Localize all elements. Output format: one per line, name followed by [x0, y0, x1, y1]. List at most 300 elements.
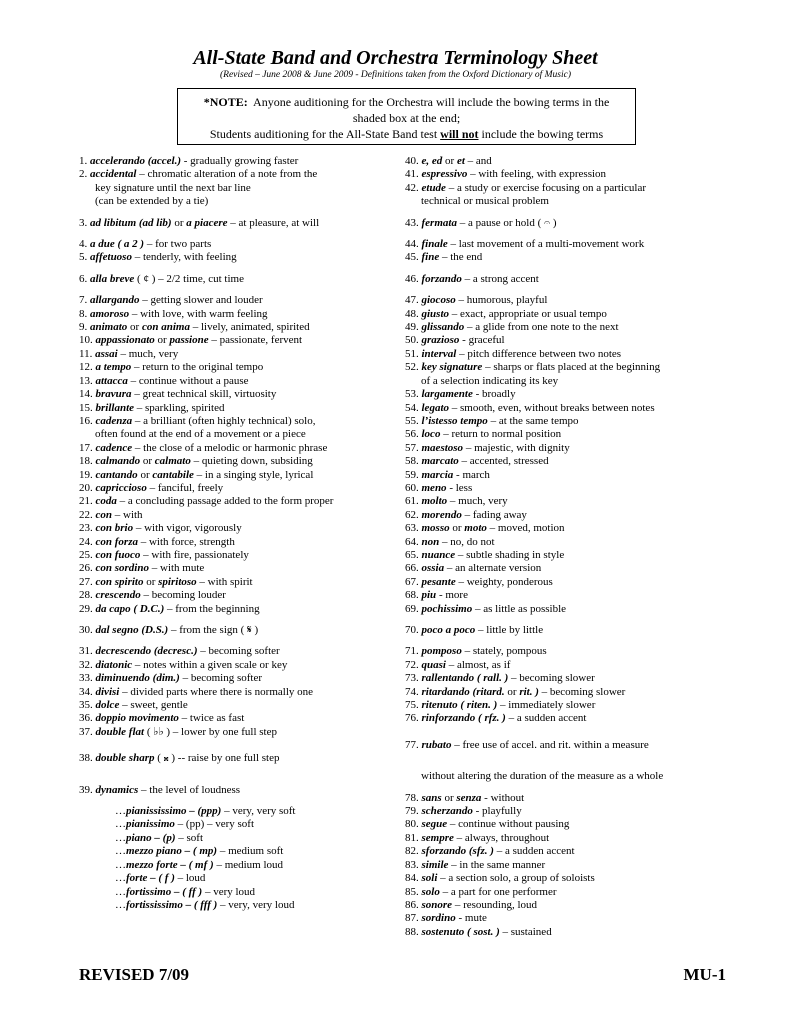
term-definition: – from the sign ( 𝄋 )	[168, 624, 259, 636]
ellipsis: …	[115, 872, 126, 885]
term-definition: – exact, appropriate or usual tempo	[449, 307, 607, 320]
term-definition: – a pause or hold ( 𝄐 )	[456, 216, 557, 229]
term-definition: – much, very	[447, 495, 508, 508]
term-number: 69.	[405, 602, 419, 615]
spacer	[405, 616, 705, 624]
term-entry	[79, 624, 384, 637]
term-definition: – always, throughout	[453, 831, 550, 844]
term-name: animato	[90, 321, 128, 334]
term-name: soli	[421, 872, 438, 885]
term-number: 30.	[79, 624, 93, 636]
term-definition: ( 𝄪 ) -- raise by one full step	[154, 752, 280, 765]
term-entry	[79, 522, 384, 535]
term-entry	[79, 361, 384, 374]
term-entry	[79, 712, 384, 725]
term-name-alt: moto	[464, 522, 487, 535]
term-number: 28.	[79, 589, 93, 602]
term-name: maestoso	[421, 441, 464, 454]
term-number: 49.	[405, 321, 419, 334]
term-number: 17.	[79, 441, 93, 454]
term-definition: – becoming softer	[179, 672, 263, 685]
term-definition: – in the same manner	[448, 858, 546, 871]
term-definition: – (pp) – very soft	[174, 818, 255, 831]
note-label: *NOTE:	[203, 95, 248, 109]
term-name: fermata	[421, 216, 457, 229]
term-name: divisi	[95, 685, 120, 698]
term-number: 80.	[405, 818, 419, 831]
term-entry	[405, 792, 705, 805]
term-number: 37.	[79, 725, 93, 738]
term-entry	[79, 482, 384, 495]
term-entry	[405, 348, 705, 361]
term-definition: – no, do not	[439, 535, 495, 548]
term-number: 56.	[405, 428, 419, 441]
term-definition: – resounding, loud	[452, 898, 538, 911]
term-name: alla breve	[90, 272, 135, 285]
term-entry	[79, 832, 384, 845]
term-entry	[79, 469, 384, 482]
term-entry	[405, 645, 705, 658]
term-name: forte – ( f )	[126, 872, 175, 885]
spacer	[79, 265, 384, 273]
term-number: 4.	[79, 238, 88, 251]
term-number: 45.	[405, 251, 419, 264]
term-definition: – sweet, gentle	[119, 699, 188, 712]
term-entry	[79, 576, 384, 589]
spacer	[79, 766, 384, 784]
term-definition: – continue without a pause	[127, 374, 249, 387]
term-entry	[405, 469, 705, 482]
term-name: con brio	[95, 522, 134, 535]
term-continuation	[405, 770, 705, 783]
term-name: a due ( a 2 )	[90, 238, 145, 251]
term-definition: – sparkling, spirited	[134, 401, 225, 414]
terms-column-left	[79, 155, 384, 912]
term-name: legato	[421, 401, 449, 414]
term-entry	[405, 182, 705, 195]
term-number: 14.	[79, 388, 93, 401]
indent	[79, 805, 115, 817]
term-definition: - mute	[455, 912, 487, 925]
spacer	[79, 209, 384, 217]
term-entry	[405, 886, 705, 899]
term-definition: – great technical skill, virtuosity	[131, 388, 277, 401]
term-name-alt: calmato	[154, 455, 191, 468]
term-number: 24.	[79, 535, 93, 548]
term-entry	[405, 522, 705, 535]
term-definition: - less	[446, 481, 473, 494]
term-entry	[405, 549, 705, 562]
term-name: non	[421, 535, 440, 548]
term-definition: – free use of accel. and rit. within a measure	[451, 738, 649, 751]
term-name: amoroso	[90, 307, 130, 320]
term-entry	[405, 495, 705, 508]
term-definition: – return to normal position	[440, 428, 562, 441]
term-continuation	[79, 182, 384, 195]
term-entry	[405, 536, 705, 549]
term-number: 65.	[405, 548, 419, 561]
term-number: 22.	[79, 508, 93, 521]
term-entry	[405, 899, 705, 912]
term-name: appassionato	[95, 334, 155, 347]
term-definition-cont: key signature until the next bar line	[95, 181, 251, 194]
term-definition: – weighty, ponderous	[455, 575, 553, 588]
term-entry	[79, 752, 384, 765]
term-definition: – return to the original tempo	[131, 361, 264, 374]
term-or: or	[449, 522, 465, 535]
term-name-alt: a piacere	[186, 216, 228, 229]
term-entry	[405, 509, 705, 522]
term-number: 34.	[79, 685, 93, 698]
term-or: or	[143, 575, 159, 588]
term-definition: – sustained	[499, 925, 552, 938]
term-definition: – pitch difference between two notes	[456, 347, 622, 360]
term-number: 19.	[79, 468, 93, 481]
term-number: 35.	[79, 699, 93, 712]
term-definition: – fading away	[461, 508, 527, 521]
term-number: 67.	[405, 575, 419, 588]
term-definition: – medium soft	[217, 845, 284, 858]
term-name: espressivo	[421, 168, 468, 181]
term-entry	[79, 294, 384, 307]
term-definition-cont: (can be extended by a tie)	[95, 195, 209, 208]
spacer	[79, 797, 384, 805]
term-entry	[79, 859, 384, 872]
term-definition: – stately, pompous	[461, 645, 547, 658]
term-name: largamente	[421, 388, 473, 401]
term-entry	[79, 645, 384, 658]
term-definition: – a glide from one note to the next	[464, 321, 619, 334]
spacer	[405, 286, 705, 294]
footer-page-code: MU-1	[683, 965, 726, 984]
term-number: 58.	[405, 455, 419, 468]
term-number: 66.	[405, 562, 419, 575]
term-number: 79.	[405, 805, 419, 818]
term-definition: – with feeling, with expression	[467, 168, 607, 181]
term-definition: – at the same tempo	[487, 414, 579, 427]
term-definition: – moved, motion	[486, 522, 565, 535]
term-name: e, ed	[421, 155, 443, 167]
spacer	[405, 230, 705, 238]
term-or: or	[140, 455, 155, 468]
term-number: 26.	[79, 562, 93, 575]
spacer	[79, 286, 384, 294]
term-name: marcia	[421, 468, 454, 481]
ellipsis: …	[115, 845, 126, 858]
page-subtitle: (Revised – June 2008 & June 2009 - Definitions taken from the Oxford Dictionary of Music)	[220, 70, 571, 80]
term-name: key signature	[421, 361, 483, 374]
term-entry	[405, 672, 705, 685]
term-definition: ( ¢ ) – 2/2 time, cut time	[134, 272, 244, 285]
term-definition: – quieting down, subsiding	[190, 455, 313, 468]
term-number: 68.	[405, 589, 419, 602]
term-number: 73.	[405, 672, 419, 685]
term-name: mezzo forte – ( mf )	[126, 858, 214, 871]
term-entry	[79, 562, 384, 575]
term-number: 1.	[79, 155, 88, 167]
term-name: piano – (p)	[126, 831, 176, 844]
term-name: pianissimo	[126, 818, 175, 831]
term-name: con spirito	[95, 575, 144, 588]
term-number: 43.	[405, 216, 419, 229]
term-name: diatonic	[95, 658, 133, 671]
term-number: 48.	[405, 307, 419, 320]
term-definition: – the end	[439, 251, 483, 264]
term-name: sordino	[421, 912, 456, 925]
term-number: 64.	[405, 535, 419, 548]
spacer	[405, 784, 705, 792]
term-or: or	[171, 216, 187, 229]
term-number: 7.	[79, 294, 88, 307]
indent	[79, 899, 115, 911]
indent	[79, 832, 115, 844]
term-entry	[405, 699, 705, 712]
term-definition: – a sudden accent	[505, 712, 587, 725]
term-definition: – twice as fast	[178, 712, 245, 725]
term-name-alt: passione	[169, 334, 209, 347]
term-number: 51.	[405, 347, 419, 360]
spacer	[79, 230, 384, 238]
term-number: 8.	[79, 307, 88, 320]
indent	[79, 845, 115, 857]
term-definition-cont: often found at the end of a movement or a piece	[95, 428, 306, 441]
page-title: All-State Band and Orchestra Terminology Sheet	[193, 47, 598, 69]
term-entry	[79, 155, 384, 168]
indent	[79, 859, 115, 871]
term-number: 16.	[79, 414, 93, 427]
term-name: pesante	[421, 575, 456, 588]
term-name-alt: et	[456, 155, 465, 167]
term-entry	[79, 273, 384, 286]
term-entry	[79, 495, 384, 508]
ellipsis: …	[115, 805, 126, 818]
term-name: scherzando	[421, 805, 473, 818]
term-name: assai	[95, 347, 118, 360]
term-name: sempre	[421, 831, 454, 844]
term-entry	[405, 251, 705, 264]
term-entry	[405, 659, 705, 672]
term-definition-cont: without altering the duration of the measure as a whole	[421, 770, 664, 783]
term-number: 57.	[405, 441, 419, 454]
term-definition: – very, very loud	[217, 898, 295, 911]
term-name: mezzo piano – ( mp)	[126, 845, 218, 858]
term-continuation	[405, 195, 705, 208]
term-definition: – divided parts where there is normally one	[119, 685, 314, 698]
term-number: 84.	[405, 872, 419, 885]
term-entry	[79, 818, 384, 831]
term-name: pochissimo	[421, 602, 473, 615]
term-number: 70.	[405, 624, 419, 636]
term-entry	[79, 886, 384, 899]
term-definition: – loud	[174, 872, 206, 885]
term-entry	[79, 442, 384, 455]
term-definition: - broadly	[472, 388, 516, 401]
term-definition: – becoming slower	[538, 685, 626, 698]
term-name: loco	[421, 428, 441, 441]
term-name: ossia	[421, 562, 445, 575]
term-definition: – little by little	[475, 624, 544, 636]
term-number: 50.	[405, 334, 419, 347]
term-name: cadenza	[95, 414, 133, 427]
term-definition: – from the beginning	[164, 602, 260, 615]
term-name: solo	[421, 885, 440, 898]
term-number: 54.	[405, 401, 419, 414]
term-name: grazioso	[421, 334, 460, 347]
term-definition: – getting slower and louder	[139, 294, 263, 307]
term-definition: – an alternate version	[444, 562, 542, 575]
term-definition: – humorous, playful	[455, 294, 548, 307]
term-name-alt: rit. )	[519, 685, 539, 698]
term-entry	[405, 321, 705, 334]
term-entry	[79, 509, 384, 522]
term-number: 29.	[79, 602, 93, 615]
term-definition: - more	[436, 589, 468, 602]
term-name: bravura	[95, 388, 132, 401]
term-definition: – very, very soft	[221, 805, 296, 818]
term-name: crescendo	[95, 589, 141, 602]
term-name: giocoso	[421, 294, 456, 307]
term-definition: – smooth, even, without breaks between notes	[449, 401, 655, 414]
term-or: or	[441, 791, 457, 804]
term-entry	[405, 168, 705, 181]
term-entry	[79, 455, 384, 468]
term-definition: – becoming softer	[197, 645, 280, 658]
term-name: da capo ( D.C.)	[95, 602, 165, 615]
term-entry	[79, 415, 384, 428]
term-entry	[79, 348, 384, 361]
term-name-alt: spiritoso	[158, 575, 197, 588]
ellipsis: …	[115, 885, 126, 898]
term-definition: – the level of loudness	[138, 783, 241, 796]
term-definition: – subtle shading in style	[455, 548, 565, 561]
term-definition: – a brilliant (often highly technical) solo,	[132, 414, 316, 427]
term-entry	[79, 388, 384, 401]
term-name: quasi	[421, 658, 446, 671]
term-name: etude	[421, 181, 446, 194]
term-or: or	[154, 334, 170, 347]
term-entry	[79, 872, 384, 885]
term-number: 33.	[79, 672, 93, 685]
term-number: 21.	[79, 495, 93, 508]
term-entry	[405, 832, 705, 845]
term-entry	[405, 402, 705, 415]
term-name: dal segno (D.S.)	[95, 624, 169, 636]
term-entry	[79, 549, 384, 562]
term-entry	[405, 455, 705, 468]
term-entry	[405, 334, 705, 347]
term-number: 10.	[79, 334, 93, 347]
term-number: 83.	[405, 858, 419, 871]
term-continuation	[79, 428, 384, 441]
term-name: finale	[421, 238, 448, 251]
ellipsis: …	[115, 858, 126, 871]
term-entry	[79, 308, 384, 321]
term-name: rallentando ( rall. )	[421, 672, 509, 685]
term-definition: – becoming slower	[508, 672, 595, 685]
term-entry	[405, 415, 705, 428]
term-number: 60.	[405, 481, 419, 494]
term-or: or	[137, 468, 153, 481]
term-number: 3.	[79, 216, 88, 229]
term-entry	[79, 699, 384, 712]
term-name: dolce	[95, 699, 120, 712]
term-entry	[79, 805, 384, 818]
term-name: double sharp	[95, 752, 155, 765]
term-name: decrescendo (decresc.)	[95, 645, 198, 658]
term-name: sans	[421, 791, 442, 804]
term-number: 38.	[79, 752, 93, 765]
term-name: accidental	[90, 168, 137, 181]
term-entry	[79, 375, 384, 388]
term-number: 85.	[405, 885, 419, 898]
term-entry	[405, 428, 705, 441]
term-definition: – immediately slower	[497, 699, 596, 712]
term-number: 74.	[405, 685, 419, 698]
term-entry	[405, 603, 705, 616]
term-entry	[405, 912, 705, 925]
term-number: 18.	[79, 455, 93, 468]
term-definition: – a study or exercise focusing on a particular	[445, 181, 647, 194]
term-name-alt: con anima	[141, 321, 190, 334]
term-definition: – last movement of a multi-movement work	[447, 238, 645, 251]
note-line-3-pre: Students auditioning for the All-State Band test	[209, 127, 438, 141]
term-name: giusto	[421, 307, 450, 320]
term-continuation	[79, 195, 384, 208]
term-name: molto	[421, 495, 448, 508]
term-number: 13.	[79, 374, 93, 387]
term-name: attacca	[95, 374, 128, 387]
term-definition: – a part for one performer	[439, 885, 557, 898]
term-number: 5.	[79, 251, 88, 264]
term-name: con	[95, 508, 112, 521]
term-definition: – almost, as if	[445, 658, 511, 671]
spacer	[79, 616, 384, 624]
term-name: double flat	[95, 725, 145, 738]
term-number: 63.	[405, 522, 419, 535]
note-line-3-post: include the bowing terms	[481, 127, 604, 141]
term-definition: - playfully	[472, 805, 522, 818]
term-entry	[405, 308, 705, 321]
term-name: mosso	[421, 522, 450, 535]
term-number: 36.	[79, 712, 93, 725]
term-name: coda	[95, 495, 117, 508]
term-name-alt: senza	[456, 791, 482, 804]
term-number: 77.	[405, 738, 419, 751]
term-definition: – with mute	[149, 562, 205, 575]
term-entry	[79, 321, 384, 334]
term-entry	[405, 273, 705, 286]
term-entry	[405, 818, 705, 831]
term-entry	[405, 482, 705, 495]
term-definition: – a sudden accent	[493, 845, 575, 858]
term-entry	[79, 726, 384, 739]
term-definition: – at pleasure, at will	[227, 216, 320, 229]
term-name: sostenuto ( sost. )	[421, 925, 500, 938]
term-entry	[405, 845, 705, 858]
term-name: segue	[421, 818, 448, 831]
term-name: meno	[421, 481, 447, 494]
term-name: simile	[421, 858, 449, 871]
term-number: 46.	[405, 272, 419, 285]
term-definition: – and	[464, 155, 492, 167]
spacer	[79, 739, 384, 752]
term-definition: – becoming louder	[140, 589, 226, 602]
indent	[79, 872, 115, 884]
term-number: 15.	[79, 401, 93, 414]
note-box	[177, 88, 636, 145]
term-entry	[79, 217, 384, 230]
term-definition: – tenderly, with feeling	[131, 251, 237, 264]
